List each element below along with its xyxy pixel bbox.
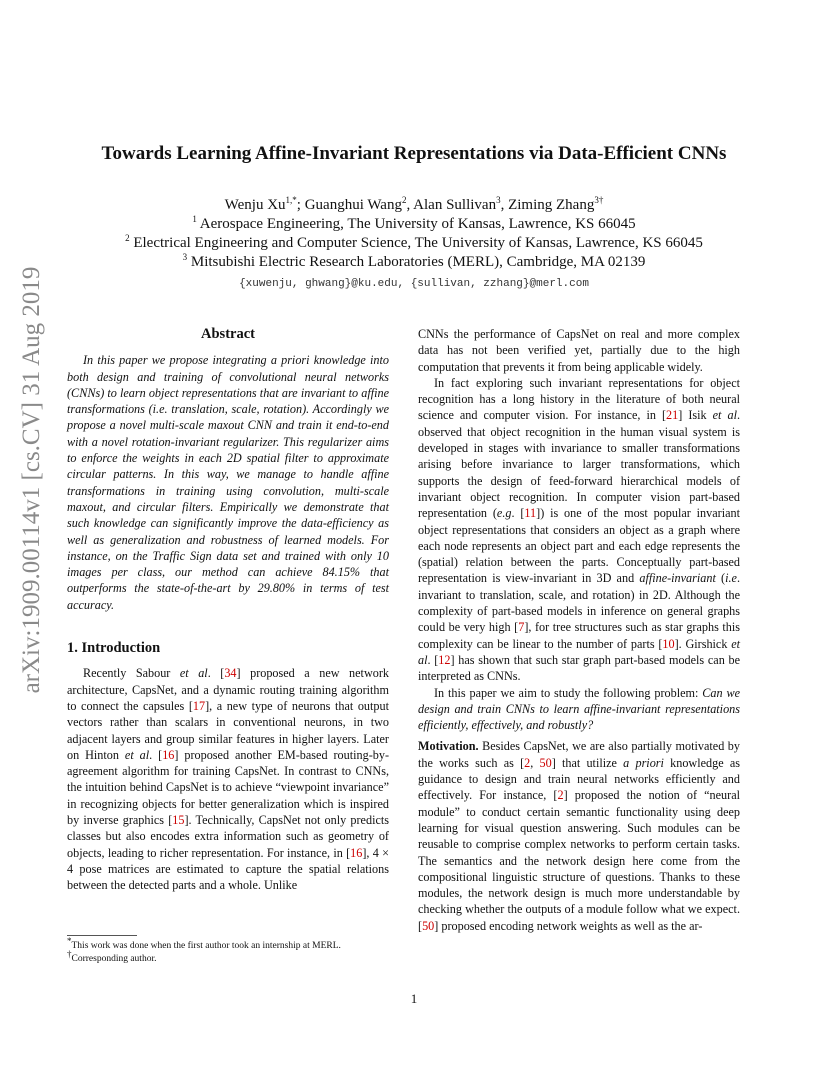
- body-paragraph: In fact exploring such invariant representations for object recognition has a long history in the literature of both neural science and computer vision. For instance, in [21] Isik et al. observed that object recognition in the human visual system is developed in stages with invariance to smaller transformations arising before invariance to larger transformations, which supports the design of feed-forward hierarchical models of invariant object recognition. In computer vision part-based representation (e.g. [11]) is one of the most popular invariant object representations that considers an object as a graph where each node represents an object part and each edge represents the (spatial) relation between the parts. Conceptually part-based representation is view-invariant in 3D and affine-invariant (i.e. invariant to translation, scale, and rotation) in 2D. Although the complexity of part-based models in inference on general graphs could be very high [7], for tree structures such as star graphs this complexity can be linear to the number of parts [10]. Girshick et al. [12] has shown that such star graph part-based models can be interpreted as CNNs.: [418, 375, 741, 684]
- intro-paragraph: Recently Sabour et al. [34] proposed a new network architecture, CapsNet, and a dynamic routing training algorithm to connect the capsules [17], a new type of neurons that output vectors rather than scalars in conventional neurons, in two adjacent layers and group similar features in higher layers. Later on Hinton et al. [16] proposed another EM-based routing-by-agreement algorithm for training CapsNet. In contrast to CNNs, the intuition behind CapsNet is to achieve “viewpoint invariance” in recognizing objects for better generalization which is inspired by inverse graphics [15]. Technically, CapsNet not only predicts classes but also encodes extra information such as geometry of objects, leading to richer representation. For instance, in [16], 4 × 4 pose matrices are estimated to capture the spatial relations between the detected parts and a whole. Unlike: [67, 666, 389, 893]
- citation-link[interactable]: 16: [162, 747, 175, 762]
- citation-link[interactable]: 2: [524, 755, 531, 770]
- affiliation: $^1$ Aerospace Engineering, The University of Kansas, Lawrence, KS 66045: [192, 214, 636, 232]
- section-heading-introduction: 1. Introduction: [67, 640, 161, 657]
- citation-link[interactable]: 2: [557, 788, 564, 803]
- author-name: Ziming Zhang: [508, 197, 595, 213]
- body-paragraph: CNNs the performance of CapsNet on real and more complex data has not been verified yet, partially due to the high computation that prevents it from being applicable widely.: [418, 327, 740, 374]
- paragraph-heading: Motivation.: [418, 739, 479, 754]
- citation-link[interactable]: 11: [524, 506, 537, 521]
- author-name: Wenju Xu: [224, 197, 286, 213]
- paper-title: Towards Learning Affine-Invariant Representations via Data-Efficient CNNs: [101, 143, 727, 164]
- footnotes: [67, 935, 397, 965]
- page-number: 1: [410, 991, 418, 1006]
- author-line: Wenju $Xu^{1,*}$; Guanghui Wang$^2$, Alan Sullivan$^3$, Ziming Zhang$^{3\dagger}$: [224, 195, 604, 213]
- motivation-paragraph: Motivation. Besides CapsNet, we are also partially motivated by the works such as [2, 50] that utilize a priori knowledge as guidance to design and train neural networks efficiently and effectively. For instance, [2] proposed the notion of “neural module” to conduct certain semantic functionality using deep learning for visual question answering. Such modules can be reusable to comprise complex networks to perform certain tasks. The semantics and the network design here come from the compositional linguistic structure of questions. Thanks to these modules, the network design is much more understandable by checking whether the outputs of a module follow what we expect. [50] proposed encoding network weights as well as the ar-: [418, 739, 740, 933]
- author-emails: {xuwenju, ghwang}@ku.edu, {sullivan, zzhang}@merl.com: [239, 278, 589, 290]
- author-name: Guanghui Wang: [304, 197, 402, 213]
- affiliation: $^3$ Mitsubishi Electric Research Laboratories (MERL), Cambridge, MA 02139: [182, 252, 646, 270]
- footnote-rule: [67, 935, 137, 936]
- author-name: Alan Sullivan: [413, 197, 497, 213]
- body-paragraph: In this paper we aim to study the following problem: Can we design and train CNNs to learn affine-invariant representations efficiently, effectively, and robustly?: [418, 685, 740, 733]
- affiliation: $^2$ Electrical Engineering and Computer Science, The University of Kansas, Lawrence, KS 66045: [125, 233, 703, 251]
- arxiv-id: arXiv:1909.00114v1 [cs.CV] 31 Aug 2019: [18, 266, 45, 694]
- citation-link[interactable]: 34: [224, 666, 237, 681]
- footnote: †Corresponding author.: [67, 948, 157, 964]
- left-column: [67, 326, 389, 894]
- citation-link[interactable]: 21: [666, 408, 679, 423]
- citation-link[interactable]: 7: [518, 620, 525, 635]
- citation-link[interactable]: 17: [192, 698, 206, 713]
- citation-link[interactable]: 15: [172, 813, 185, 828]
- footnote: *This work was done when the first author took an internship at MERL.: [67, 935, 341, 951]
- citation-link[interactable]: 50: [539, 755, 552, 770]
- abstract-text: In this paper we propose integrating a priori knowledge into both design and training of convolutional neural networks (CNNs) to learn object representations that are invariant to affine transformations (i.e. translation, scale, rotation). Accordingly we propose a novel multi-scale maxout CNN and train it end-to-end with a novel rotation-invariant regularizer. This regularizer aims to enforce the weights in each 2D spatial filter to approximate circular patterns. In this way, we manage to handle affine transformations in training using convolution, multi-scale maxout, and circular filters. Empirically we demonstrate that such knowledge can significantly improve the data-efficiency as well as generalization and robustness of learned models. For instance, on the Traffic Sign data set and trained with only 10 images per class, our method can achieve 84.15% that outperforms the state-of-the-art by 29.80% in terms of test accuracy.: [67, 353, 389, 612]
- right-column: [418, 326, 740, 934]
- citation-link[interactable]: 50: [422, 918, 435, 933]
- citation-link[interactable]: 10: [662, 636, 675, 651]
- abstract-heading: Abstract: [201, 326, 255, 342]
- arxiv-stamp: [12, 266, 52, 694]
- citation-link[interactable]: 16: [350, 845, 363, 860]
- citation-link[interactable]: 12: [438, 652, 451, 667]
